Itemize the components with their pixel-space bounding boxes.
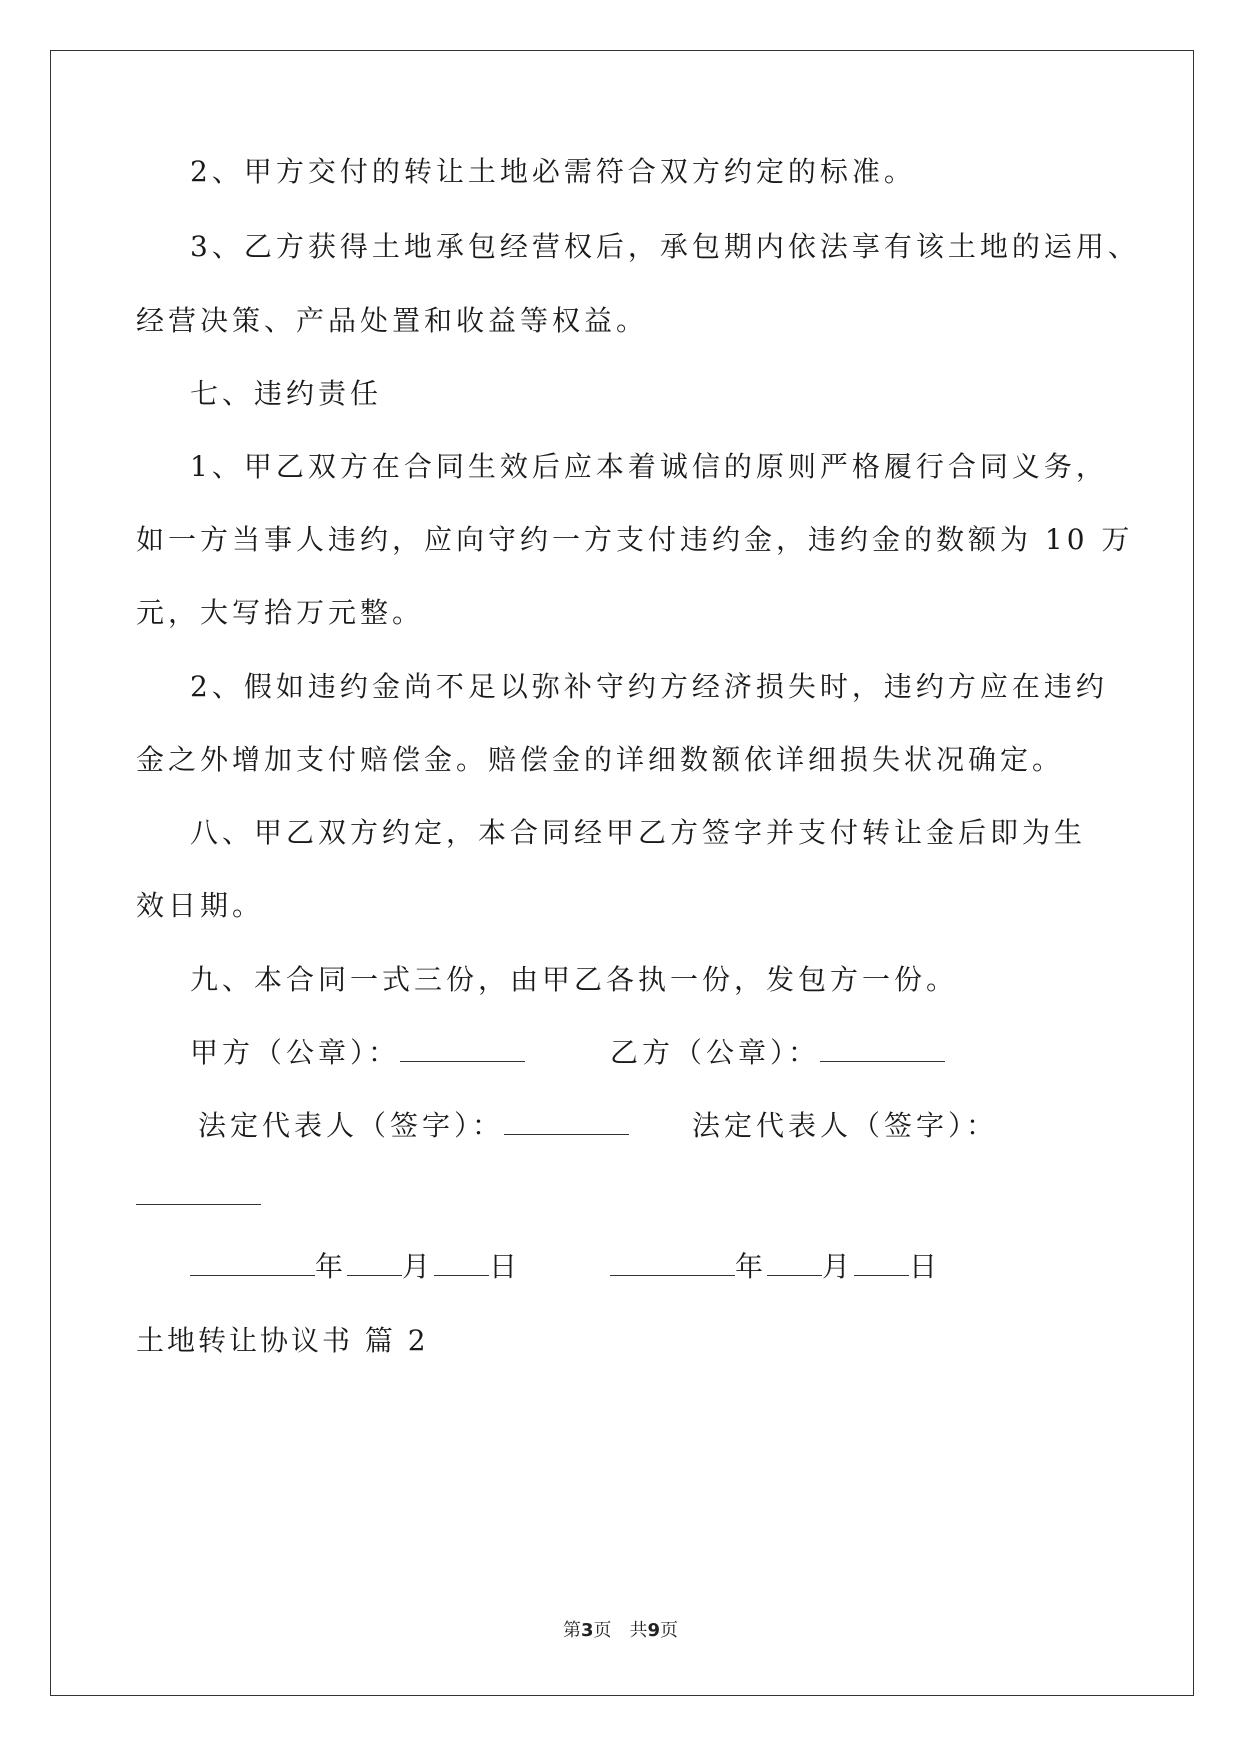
paragraph-obligation-line2: 如一方当事人违约，应向守约一方支付违约金，违约金的数额为 10 万 xyxy=(136,523,1134,556)
party-a-rep-line xyxy=(198,1106,629,1146)
page-number-footer xyxy=(0,1619,1241,1643)
page-suffix: 页 xyxy=(660,1620,679,1641)
party-b-seal-blank[interactable] xyxy=(820,1039,945,1062)
party-b-rep-blank[interactable] xyxy=(136,1182,261,1205)
year-label: 年 xyxy=(315,1250,348,1283)
party-a-month-blank[interactable] xyxy=(347,1253,402,1276)
party-b-seal-label: 乙方（公章）： xyxy=(610,1036,821,1069)
paragraph-land-standard: 2、甲方交付的转让土地必需符合双方约定的标准。 xyxy=(190,155,916,188)
party-a-date-line xyxy=(190,1247,521,1287)
paragraph-compensation-line1: 2、假如违约金尚不足以弥补守约方经济损失时，违约方应在违约 xyxy=(190,670,1108,703)
paragraph-rights-line1: 3、乙方获得土地承包经营权后，承包期内依法享有该土地的运用、 xyxy=(190,230,1140,263)
total-page-number: 9 xyxy=(647,1620,661,1641)
page-border xyxy=(50,50,1194,1696)
month-label: 月 xyxy=(402,1250,435,1283)
paragraph-obligation-line3: 元，大写拾万元整。 xyxy=(136,596,425,629)
year-label: 年 xyxy=(735,1250,768,1283)
party-a-seal-blank[interactable] xyxy=(400,1039,525,1062)
paragraph-compensation-line2: 金之外增加支付赔偿金。赔偿金的详细数额依详细损失状况确定。 xyxy=(136,743,1065,776)
party-a-seal-label: 甲方（公章）： xyxy=(190,1036,401,1069)
party-a-seal-line xyxy=(190,1033,525,1073)
party-a-rep-blank[interactable] xyxy=(504,1112,629,1135)
party-b-seal-line xyxy=(610,1033,945,1073)
month-label: 月 xyxy=(822,1250,855,1283)
party-b-rep-label: 法定代表人（签字）： xyxy=(692,1109,999,1142)
paragraph-obligation-line1: 1、甲乙双方在合同生效后应本着诚信的原则严格履行合同义务， xyxy=(190,450,1108,483)
party-b-rep-line xyxy=(692,1106,998,1146)
page-mid: 页 共 xyxy=(593,1620,648,1641)
day-label: 日 xyxy=(909,1250,942,1283)
current-page-number: 3 xyxy=(580,1620,594,1641)
party-b-year-blank[interactable] xyxy=(610,1253,735,1276)
section-heading-liability: 七、违约责任 xyxy=(190,377,383,410)
party-b-month-blank[interactable] xyxy=(767,1253,822,1276)
party-a-rep-label: 法定代表人（签字）： xyxy=(198,1109,505,1142)
paragraph-rights-line2: 经营决策、产品处置和收益等权益。 xyxy=(136,304,649,337)
party-a-day-blank[interactable] xyxy=(434,1253,489,1276)
day-label: 日 xyxy=(489,1250,522,1283)
party-b-date-line xyxy=(610,1247,941,1287)
paragraph-copies: 九、本合同一式三份，由甲乙各执一份，发包方一份。 xyxy=(190,963,959,996)
party-b-day-blank[interactable] xyxy=(854,1253,909,1276)
next-section-title: 土地转让协议书 篇 2 xyxy=(136,1324,429,1357)
paragraph-effective-line2: 效日期。 xyxy=(136,889,265,922)
party-a-year-blank[interactable] xyxy=(190,1253,315,1276)
party-b-rep-blank-line xyxy=(136,1176,261,1216)
paragraph-effective-line1: 八、甲乙双方约定，本合同经甲乙方签字并支付转让金后即为生 xyxy=(190,816,1087,849)
page-prefix: 第 xyxy=(562,1620,581,1641)
